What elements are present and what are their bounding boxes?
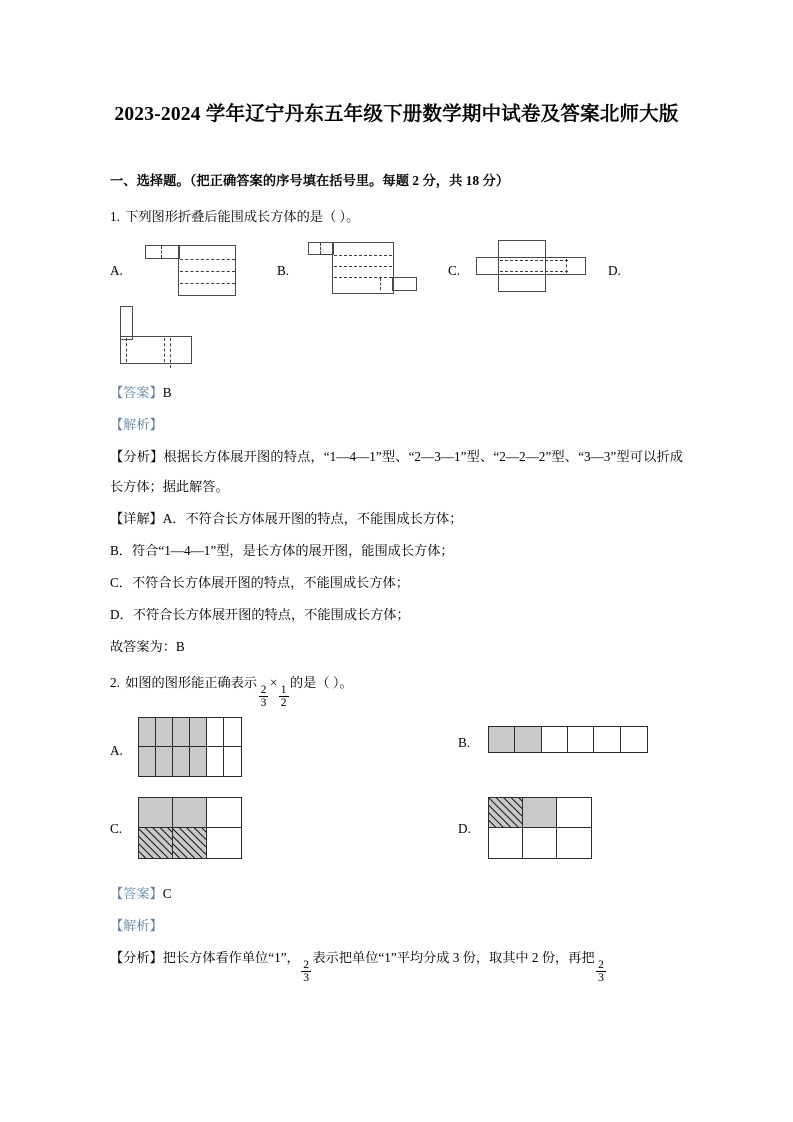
analysis-label: 【分析】	[110, 449, 164, 464]
question-2-option-b-figure	[488, 726, 648, 753]
question-1-conclusion: 故答案为：B	[110, 639, 185, 654]
question-2-analysis	[110, 943, 683, 984]
analysis-part-2: 表示把单位“1”平均分成 3 份，取其中 2 份，再把	[312, 950, 595, 966]
analysis-marker: 【解析】	[110, 417, 163, 432]
analysis-fraction-1: $\frac{2}{3}$	[303, 958, 309, 985]
question-1-analysis-marker-line	[110, 410, 683, 440]
detail-text-a: A．不符合长方体展开图的特点，不能围成长方体；	[162, 511, 463, 526]
analysis-part-1: 把长方体看作单位“1”，	[162, 950, 300, 966]
analysis-marker: 【解析】	[110, 918, 163, 934]
question-2-number: 2.	[110, 675, 120, 690]
analysis-fraction-2: $\frac{2}{3}$	[598, 958, 604, 985]
question-2-text-before: 如图的图形能正确表示	[125, 675, 258, 690]
question-2-options-area	[110, 717, 683, 877]
question-2-option-b-label: B.	[458, 735, 471, 751]
question-1-stem	[110, 206, 683, 228]
question-2-operator: ×	[269, 675, 278, 690]
question-1-answer-value: B	[162, 385, 172, 400]
analysis-label: 【分析】	[110, 950, 163, 966]
page-title: 2023-2024 学年辽宁丹东五年级下册数学期中试卷及答案北师大版	[114, 104, 679, 125]
analysis-text: 根据长方体展开图的特点，“1—4—1”型、“2—3—1”型、“2—2—2”型、“3—3”型可以折成长方体；据此解答。	[110, 449, 683, 494]
question-2-stem	[110, 668, 683, 709]
question-1-option-c-figure	[476, 238, 596, 296]
question-1-option-b-label: B.	[277, 263, 290, 278]
question-2-option-d-label: D.	[458, 821, 471, 837]
question-1-option-d-figure	[110, 306, 683, 376]
question-1-text: 下列图形折叠后能围成长方体的是（ ）。	[125, 209, 360, 224]
question-2-fraction-2: $\frac{1}{2}$	[280, 683, 287, 709]
question-1-option-a-label: A.	[110, 263, 123, 278]
answer-marker: 【答案】	[110, 385, 163, 400]
question-1-detail-line-b: B．符合“1—4—1”型，是长方体的展开图，能围成长方体；	[110, 543, 454, 558]
question-1-option-a-figure	[145, 240, 240, 296]
question-2-option-a-label: A.	[110, 743, 123, 759]
detail-label: 【详解】	[110, 511, 163, 526]
question-1-detail-line-c: C．不符合长方体展开图的特点，不能围成长方体；	[110, 575, 409, 590]
question-1-option-c-label: C.	[448, 263, 461, 278]
question-2-answer-line	[110, 879, 683, 909]
question-1-option-d-label: D.	[608, 263, 621, 278]
question-2-fraction-1: $\frac{2}{3}$	[260, 683, 267, 709]
question-2-option-c-figure	[138, 797, 242, 859]
question-1-option-b-figure	[308, 240, 408, 296]
question-1-analysis	[110, 442, 683, 502]
question-1-answer-line	[110, 378, 683, 408]
question-2-option-c-label: C.	[110, 821, 123, 837]
question-1-number: 1.	[110, 209, 120, 224]
question-1-detail-line-d: D．不符合长方体展开图的特点，不能围成长方体；	[110, 607, 410, 622]
question-2-answer-value: C	[162, 886, 172, 902]
section-heading: 一、选择题。（把正确答案的序号填在括号里。每题 2 分，共 18 分）	[110, 173, 510, 188]
question-1-options-row	[110, 238, 683, 300]
question-2-option-a-figure	[138, 717, 242, 777]
question-1-detail-line-a	[110, 504, 683, 534]
question-2-option-d-figure	[488, 797, 592, 859]
question-2-analysis-marker-line	[110, 911, 683, 941]
question-2-text-after: 的是（ ）。	[290, 675, 353, 690]
answer-marker: 【答案】	[110, 886, 163, 902]
